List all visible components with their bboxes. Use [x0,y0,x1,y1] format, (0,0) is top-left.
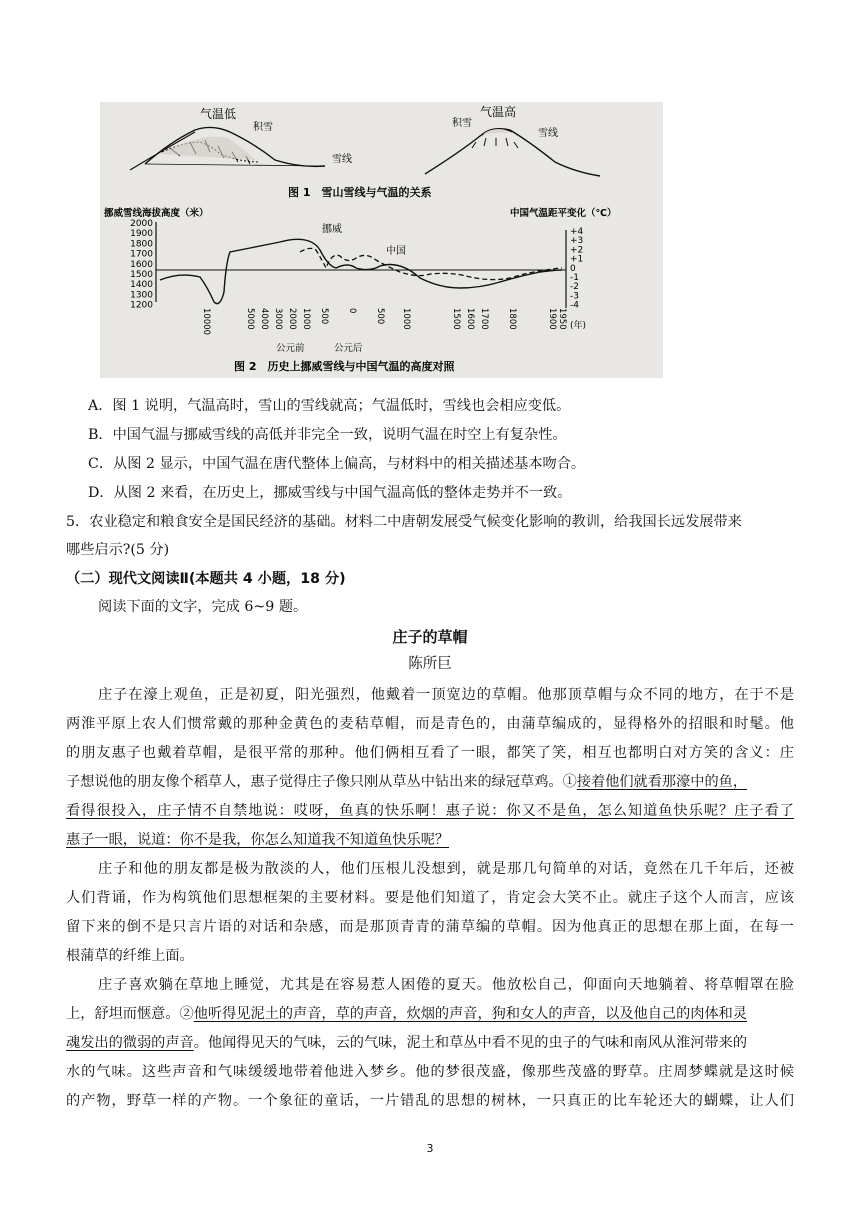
x-tick-label: 5000 [245,308,255,330]
right-tick-label: +2 [570,245,584,256]
page-number: 3 [426,1142,434,1155]
right-tick-label: -3 [570,291,579,302]
question-5-line-2: 哪些启示?(5 分) [66,542,170,558]
article-title: 庄子的草帽 [392,628,468,646]
option-d: D．从图 2 来看，在历史上，挪威雪线与中国气温高低的整体走势并不一致。 [88,485,572,501]
p3-line-2 [66,1004,747,1024]
x-tick-label: 1700 [479,308,489,330]
left-tick-label: 1300 [130,290,153,301]
x-tick-label: 1800 [507,308,517,330]
fig2-right-axis-title: 中国气温距平变化（℃） [510,208,617,219]
fig2-caption: 图 2 历史上挪威雪线与中国气温的高度对照 [234,360,455,373]
right-tick-label: -2 [570,282,579,293]
p1-line-4 [66,772,747,792]
p3-line-3-plain: 。他闻得见天的气味，云的气味，泥土和草丛中看不见的虫子的气味和南风从淮河带来的 [193,1035,748,1051]
series-norway-label: 挪威 [322,224,342,235]
right-tick-label: +1 [570,254,584,265]
option-b: B．中国气温与挪威雪线的高低并非完全一致，说明气温在时空上有复杂性。 [88,427,567,443]
right-tick-label: +3 [570,236,584,247]
x-tick-label: 0 [347,308,357,314]
x-tick-label: 1500 [451,308,461,330]
p2-line-3: 留下来的倒不是只言片语的对话和杂感，而是那顶青青的蒲草编的草帽。因为他真正的思想在那上面，在每一 [66,919,794,935]
x-tick-label: 500 [375,308,385,325]
x-tick-label: 2000 [287,308,297,330]
underlined-sentence-2-end: 魂发出的微弱的声音 [66,1035,194,1051]
option-a: A．图 1 说明，气温高时，雪山的雪线就高；气温低时，雪线也会相应变低。 [88,398,571,414]
section-heading: （二）现代文阅读Ⅱ(本题共 4 小题，18 分) [66,571,346,587]
fig2-left-axis-title: 挪威雪线海拔高度（米） [104,208,209,219]
left-tick-label: 1400 [130,280,153,291]
x-tick-label: 10000 [201,308,211,336]
p2-line-4: 根蒲草的纤维上面。 [66,948,194,964]
x-tick-label: 1600 [465,308,475,330]
x-tick-label: 3000 [273,308,283,330]
fig2-x-unit: (年) [570,321,587,331]
x-tick-label: 1900 [547,308,557,330]
p1-line-3: 的朋友惠子也戴着草帽，是很平常的那种。他们俩相互看了一眼，都笑了笑，相互也都明白对方笑的含义：庄 [66,745,794,761]
p2-line-2: 人们背诵，作为构筑他们思想框架的主要材料。要是他们知道了，肯定会大笑不止。就庄子这个人而言，应该 [66,890,794,906]
fig2-right-ticks [570,227,584,311]
p2-line-1: 庄子和他的朋友都是极为散淡的人，他们压根儿没想到，就是那几句简单的对话，竟然在几千年后，还被 [98,861,794,877]
p3-line-4: 水的气味。这些声音和气味缓缓地带着他进入梦乡。他的梦很茂盛，像那些茂盛的野草。庄周梦蝶就是这时候 [66,1064,794,1080]
left-tick-label: 1200 [130,300,153,311]
series-china-line [300,248,562,279]
fig1-right-mountain [425,128,600,176]
p1-line-2: 两淮平原上农人们惯常戴的那种金黄色的麦秸草帽，而是青色的，由蒲草编成的，显得格外的招眼和时髦。他 [66,716,794,732]
underlined-sentence-2-start: 他听得见泥土的声音，草的声音，炊烟的声音，狗和女人的声音，以及他自己的肉体和灵 [193,1006,748,1022]
series-china-label: 中国 [386,246,406,257]
left-tick-label: 1800 [130,239,153,250]
fig2-x-ticks [201,308,567,335]
fig2-bc-label: 公元前 [276,343,305,354]
fig1-right-snow-label: 积雪 [452,118,472,129]
fig1-caption: 图 1 雪山雪线与气温的关系 [288,186,432,199]
left-tick-label: 1700 [130,249,153,260]
left-tick-label: 1900 [130,229,153,240]
p1-line-4-plain: 子想说他的朋友像个稻草人，惠子觉得庄子像只刚从草丛中钻出来的绿冠草鸡。① [66,774,577,790]
figure-snowline-climate [100,102,663,378]
fig1-left-mountain [130,127,325,170]
fig2-left-ticks [130,219,153,311]
fig1-right-snowline-label: 雪线 [538,128,558,139]
right-tick-label: -1 [570,273,579,283]
left-tick-label: 1600 [130,259,153,270]
x-tick-label: 1950 [557,308,567,330]
fig1-right-label: 气温高 [480,105,517,119]
instruction: 阅读下面的文字，完成 6~9 题。 [98,599,308,615]
article-author: 陈所巨 [408,656,452,672]
x-tick-label: 1000 [401,308,411,330]
fig1-left-snow-label: 积雪 [253,122,273,133]
left-tick-label: 2000 [130,219,153,229]
right-tick-label: -4 [570,300,579,311]
right-tick-label: +4 [570,227,584,237]
p3-line-2-plain: 上，舒坦而惬意。② [66,1006,194,1022]
question-5-line-1: 5．农业稳定和粮食安全是国民经济的基础。材料二中唐朝发展受气候变化影响的教训，给我国长远发展带来 [66,514,742,530]
fig2-ad-label: 公元后 [334,343,363,354]
right-tick-label: 0 [570,263,576,274]
p3-line-3 [66,1033,747,1053]
x-tick-label: 1000 [301,308,311,330]
left-tick-label: 1500 [130,270,153,280]
underlined-sentence-1-start: 接着他们就看那濠中的鱼， [576,774,748,790]
option-c: C．从图 2 显示，中国气温在唐代整体上偏高，与材料中的相关描述基本吻合。 [88,456,586,472]
series-norway-line [160,239,562,303]
figure-svg [100,102,663,378]
fig1-left-snowline-label: 雪线 [332,154,352,165]
p1-line-1: 庄子在濠上观鱼，正是初夏，阳光强烈，他戴着一顶宽边的草帽。他那顶草帽与众不同的地方，在于不是 [98,687,794,703]
p3-line-5: 的产物，野草一样的产物。一个象征的童话，一片错乱的思想的树林，一只真正的比车轮还大的蝴蝶，让人们 [66,1093,794,1109]
x-tick-label: 4000 [259,308,269,330]
underlined-sentence-1-middle: 看得很投入，庄子情不自禁地说：哎呀，鱼真的快乐啊！惠子说：你又不是鱼，怎么知道鱼快乐呢？庄子看了 [66,803,794,819]
underlined-sentence-1-end: 惠子一眼，说道：你不是我，你怎么知道我不知道鱼快乐呢？ [66,832,450,848]
x-tick-label: 500 [319,308,329,325]
p3-line-1: 庄子喜欢躺在草地上睡觉，尤其是在容易惹人困倦的夏天。他放松自己，仰面向天地躺着、将草帽罩在脸 [98,977,794,993]
fig1-left-label: 气温低 [200,107,237,121]
